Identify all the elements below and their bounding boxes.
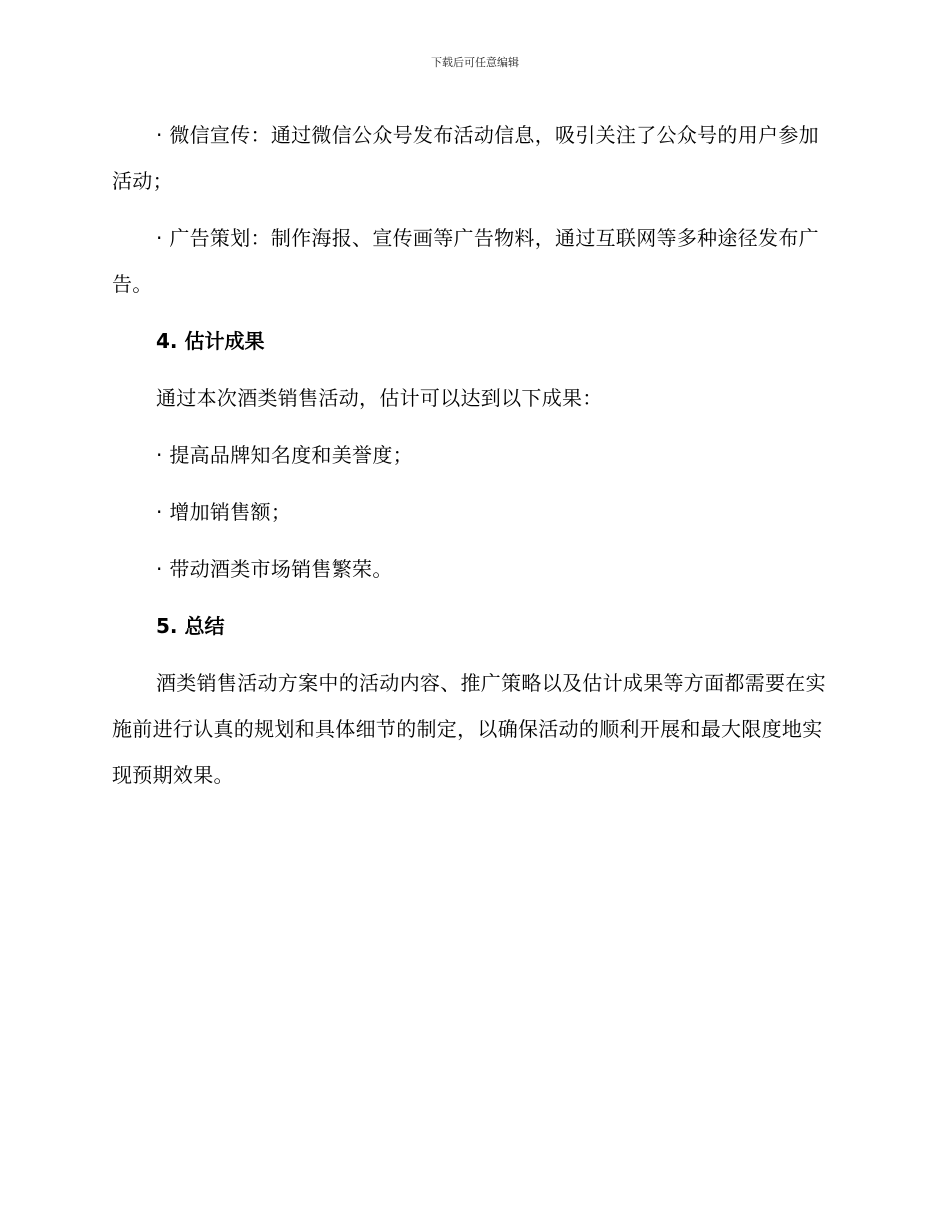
paragraph-ad-planning: · 广告策划：制作海报、宣传画等广告物料，通过互联网等多种途径发布广告。 [112, 226, 819, 296]
paragraph-results-intro: 通过本次酒类销售活动，估计可以达到以下成果： [156, 386, 603, 410]
document-body [112, 112, 832, 798]
section-heading-summary: 5. 总结 [156, 614, 225, 638]
list-item-brand-awareness: · 提高品牌知名度和美誉度； [156, 443, 413, 467]
list-item-market-prosperity: · 带动酒类市场销售繁荣。 [156, 557, 393, 581]
list-item-sales-increase: · 增加销售额； [156, 500, 292, 524]
section-heading-expected-results: 4. 估计成果 [156, 329, 265, 353]
paragraph-summary: 酒类销售活动方案中的活动内容、推广策略以及估计成果等方面都需要在实施前进行认真的规划和具体细节的制定，以确保活动的顺利开展和最大限度地实现预期效果。 [112, 671, 826, 787]
page-header-note: 下载后可任意编辑 [431, 56, 519, 69]
paragraph-wechat-promotion: · 微信宣传：通过微信公众号发布活动信息，吸引关注了公众号的用户参加活动； [112, 123, 819, 193]
